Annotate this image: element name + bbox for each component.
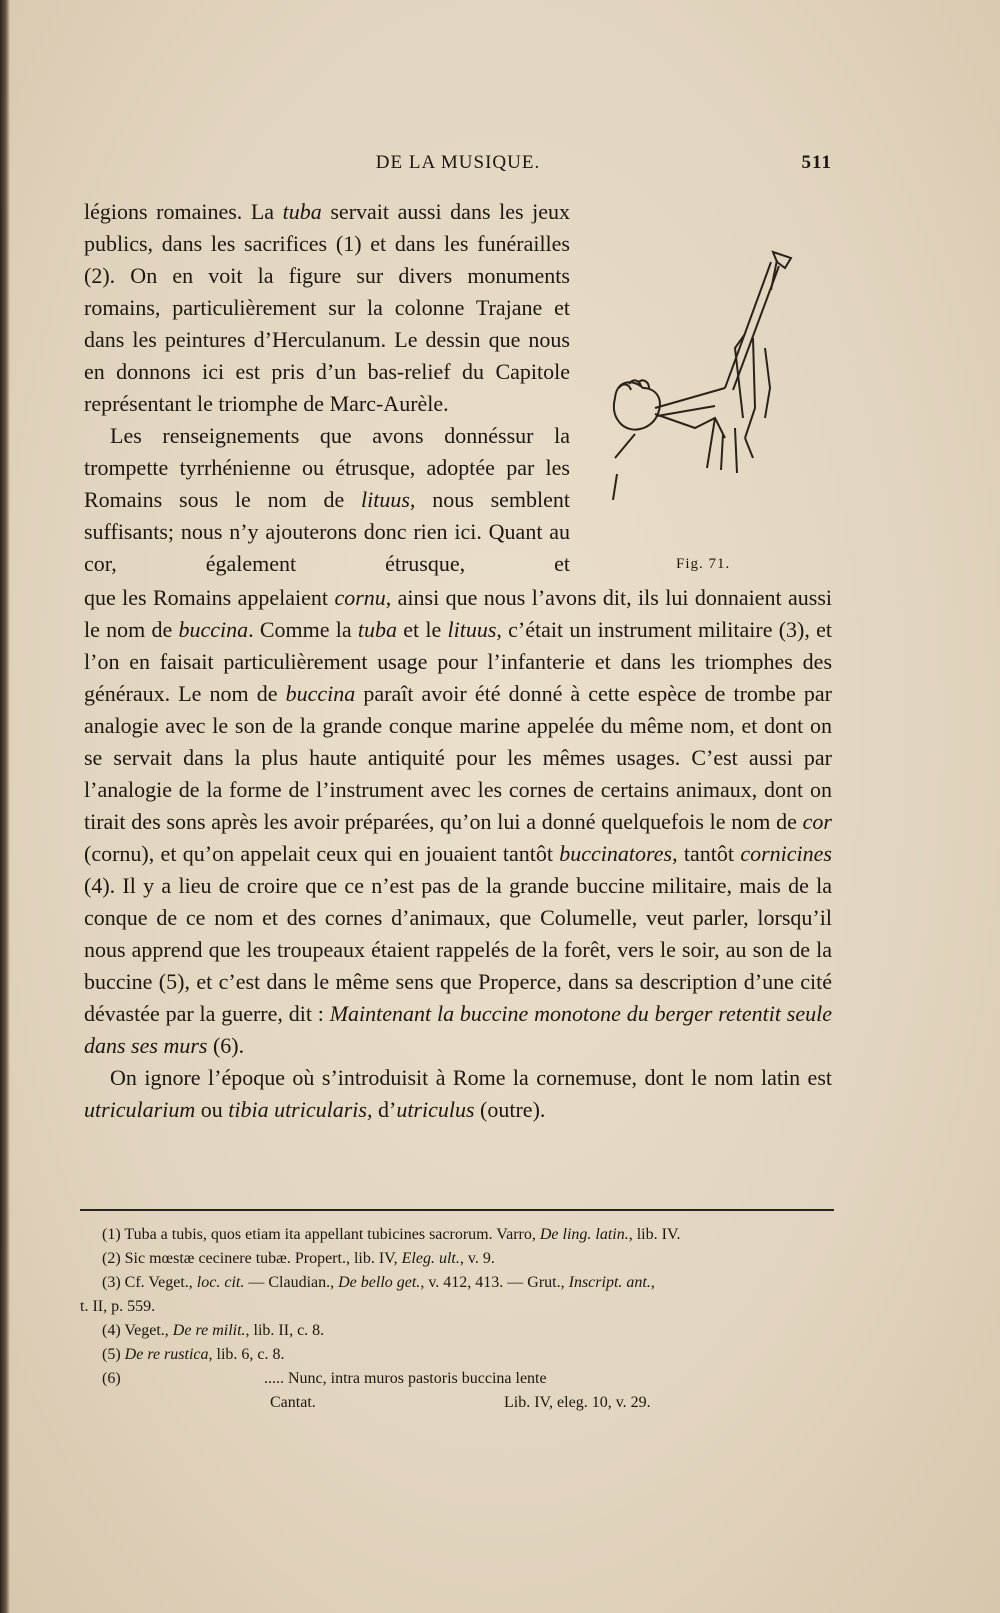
footnotes (80, 1223, 834, 1415)
p3-text: , ainsi que nous l’avons dit, ils lui donnaient aussi le nom de (84, 585, 832, 642)
p4-text: ou (195, 1097, 229, 1122)
p3-italic-cornu: cornu (334, 585, 386, 610)
fn3-text: (3) Cf. Veget., (102, 1274, 197, 1291)
fn4-italic: De re milit. (172, 1322, 246, 1339)
fn4-text: , lib. II, c. 8. (245, 1322, 325, 1339)
paragraph-4 (84, 1062, 832, 1126)
book-spine-shadow (0, 0, 10, 1613)
p3-italic-cornicines: cornicines (740, 841, 832, 866)
fn3-text: , (650, 1274, 655, 1291)
p1-italic-tuba: tuba (282, 199, 322, 224)
trumpeter-figure-icon (595, 238, 825, 548)
p4-italic-tibia: tibia utricularis, (228, 1097, 373, 1122)
fn2-italic: Eleg. ult. (401, 1250, 460, 1267)
fn1-text: (1) Tuba a tubis, quos etiam ita appellant tubicines sacrorum. Varro, (102, 1226, 540, 1243)
page-number: 511 (801, 152, 832, 173)
p4-italic-utriculus: utriculus (396, 1097, 475, 1122)
footnote-6 (80, 1367, 834, 1415)
p2-text: nous semblent suffisants; nous n’y ajouterons donc rien ici. Quant au cor, également étrusque, et (84, 487, 570, 576)
footnote-2 (80, 1247, 834, 1271)
figure-caption: Fig. 71. (676, 556, 731, 572)
p3-text: (cornu), et qu’on appelait ceux qui en jouaient tantôt (84, 841, 560, 866)
p4-italic-utricularium: utricularium (84, 1097, 196, 1122)
fn4-text: (4) Veget., (102, 1322, 173, 1339)
p1-text-a: légions romaines. La (84, 199, 283, 224)
p4-text: d’ (372, 1097, 397, 1122)
p3-italic-tuba: tuba (357, 617, 398, 642)
p2-text: Les renseignements que avons donnéssur la trompette tyrrhénienne ou étrusque, adoptée par les Romains sous le nom de (84, 423, 570, 512)
running-head (84, 152, 832, 182)
p3-italic-lituus: lituus (447, 617, 497, 642)
p3-text: , c’était un instrument militaire (3), et l’on en faisait particulièrement usage pour l’infanterie et dans les triomphes des généraux. Le nom de (84, 617, 832, 706)
fn6-reference: Lib. IV, eleg. 10, v. 29. (504, 1394, 651, 1411)
fn3-text: t. II, p. 559. (80, 1298, 156, 1315)
fn1-italic: De ling. latin. (539, 1226, 629, 1243)
p3-text: paraît avoir été donné à cette espèce de trombe par analogie avec le son de la grande conque marine appelée du même nom, et dont on se servait dans la plus haute antiquité pour les mêmes usages. C’est aussi par l’analogie de la forme de l’instrument avec les cornes de certains animaux, dont on tirait des sons après les avoir préparées, qu’on lui a donné quelquefois le nom de (84, 681, 832, 834)
body-text-full (84, 582, 832, 1126)
fn2-text: , v. 9. (459, 1250, 495, 1267)
p3-text: que les Romains appelaient (84, 585, 335, 610)
footnote-4 (80, 1319, 834, 1343)
fn6-number: (6) (102, 1370, 121, 1387)
fn5-text: lib. 6, c. 8. (212, 1346, 285, 1363)
p3-italic-buccina: buccina (178, 617, 249, 642)
p2-italic-lituus: lituus, (361, 487, 416, 512)
p3-italic-cor: cor (802, 809, 832, 834)
fn5-text: (5) (102, 1346, 125, 1363)
footnote-5 (80, 1343, 834, 1367)
fn2-text: (2) Sic mœstæ cecinere tubæ. Propert., lib. IV, (102, 1250, 402, 1267)
p3-text: (4). Il y a lieu de croire que ce n’est pas de la grande buccine militaire, mais de la conque de ce nom et des cornes d’animaux, que Columelle, veut parler, lorsqu’il nous apprend que les troupeaux étaient rappelés de la forêt, vers le soir, au son de la buccine (5), et c’est dans le même sens que Properce, dans sa description d’une cité dévastée par la guerre, dit : (84, 873, 832, 1026)
figure-trumpeter (595, 238, 825, 548)
running-title: DE LA MUSIQUE. (375, 152, 541, 173)
paragraph-3 (84, 582, 832, 1062)
footnote-rule (80, 1209, 834, 1211)
p4-text: On ignore l’époque où s’introduisit à Rome la cornemuse, dont le nom latin est (110, 1065, 832, 1090)
footnote-3 (80, 1271, 834, 1295)
fn6-verse-line-2: Cantat. (270, 1394, 316, 1411)
p3-text: tantôt (677, 841, 741, 866)
p3-text: et le (397, 617, 448, 642)
fn3-text: — Claudian., (244, 1274, 339, 1291)
fn3-text: , v. 412, 413. — Grut., (420, 1274, 569, 1291)
fn3-italic: loc. cit. (196, 1274, 245, 1291)
p1-text-c: servait aussi dans les jeux publics, dans les sacrifices (1) et dans les funérailles (2). On en voit la figure sur divers monuments romains, particulièrement sur la colonne Trajane et dans les peintures d’Herculanum. Le dessin que nous en donnons ici est pris d’un bas-relief du Capitole représentant le triomphe de Marc-Aurèle. (84, 199, 570, 416)
fn3-italic: De bello get. (338, 1274, 421, 1291)
p3-text: . Comme la (248, 617, 358, 642)
fn3-italic: Inscript. ant. (568, 1274, 651, 1291)
p3-italic-buccinatores: buccinatores, (559, 841, 678, 866)
footnote-1 (80, 1223, 834, 1247)
p4-text: (outre). (474, 1097, 546, 1122)
fn1-text: , lib. IV. (628, 1226, 681, 1243)
p3-text: (6). (207, 1033, 245, 1058)
footnote-3-continuation (80, 1295, 834, 1319)
fn6-verse-line-1: ..... Nunc, intra muros pastoris buccina lente (264, 1370, 547, 1387)
p3-italic-buccina: buccina (285, 681, 356, 706)
p3-italic-quote: Maintenant la buccine monotone du berger retentit seule dans ses murs (84, 1001, 832, 1058)
fn5-italic: De re rustica, (124, 1346, 213, 1363)
